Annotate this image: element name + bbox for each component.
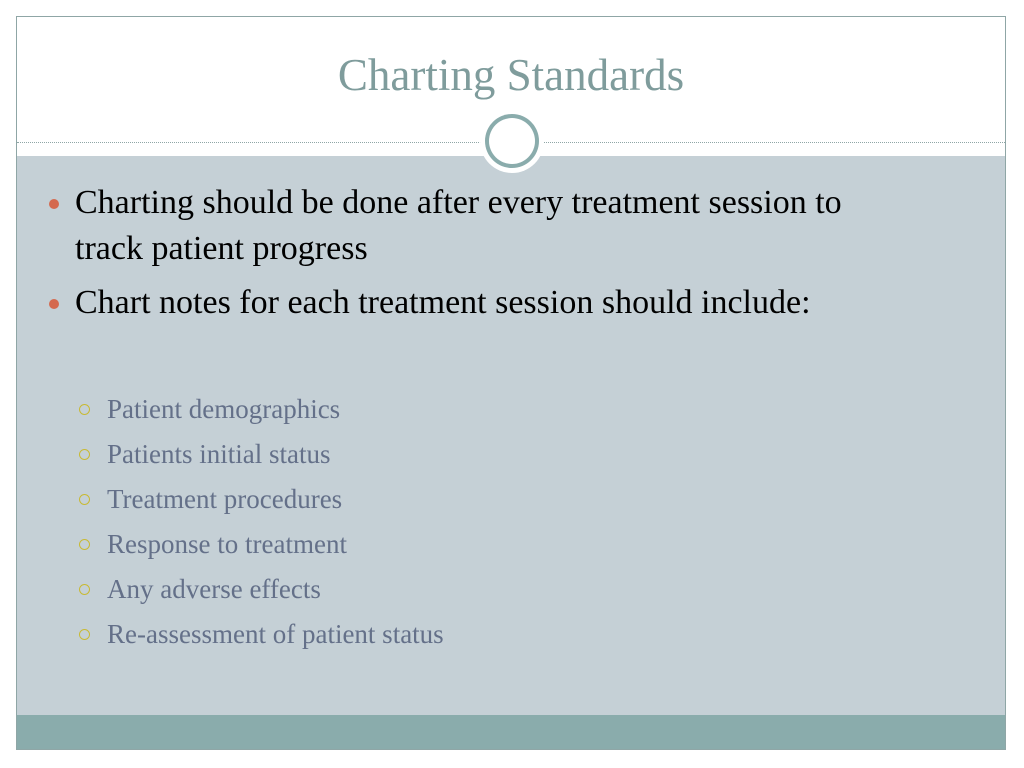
sub-bullet-item: Any adverse effects (107, 574, 321, 604)
sub-bullet-marker-icon (79, 584, 90, 595)
slide-title: Charting Standards (337, 50, 685, 100)
sub-bullet-item: Response to treatment (107, 529, 347, 559)
sub-bullet-marker-icon (79, 449, 90, 460)
sub-bullet-marker-icon (79, 539, 90, 550)
sub-bullet-item: Patient demographics (107, 394, 341, 424)
footer-band (17, 715, 1005, 750)
sub-bullet-marker-icon (79, 629, 90, 640)
sub-bullet-item: Re-assessment of patient status (107, 619, 444, 649)
bullet-marker-icon (49, 199, 59, 209)
circle-ornament-center (489, 118, 535, 164)
sub-bullet-marker-icon (79, 494, 90, 505)
sub-bullet-marker-icon (79, 404, 90, 415)
sub-bullet-item: Treatment procedures (107, 484, 343, 514)
sub-bullet-item: Patients initial status (107, 439, 331, 469)
content-area (17, 156, 1005, 715)
bullet-item: Charting should be done after every treatment session to track patient progress (75, 184, 842, 267)
bullet-marker-icon (49, 299, 59, 309)
bullet-item: Chart notes for each treatment session should include: (75, 284, 811, 321)
slide (16, 16, 1006, 750)
